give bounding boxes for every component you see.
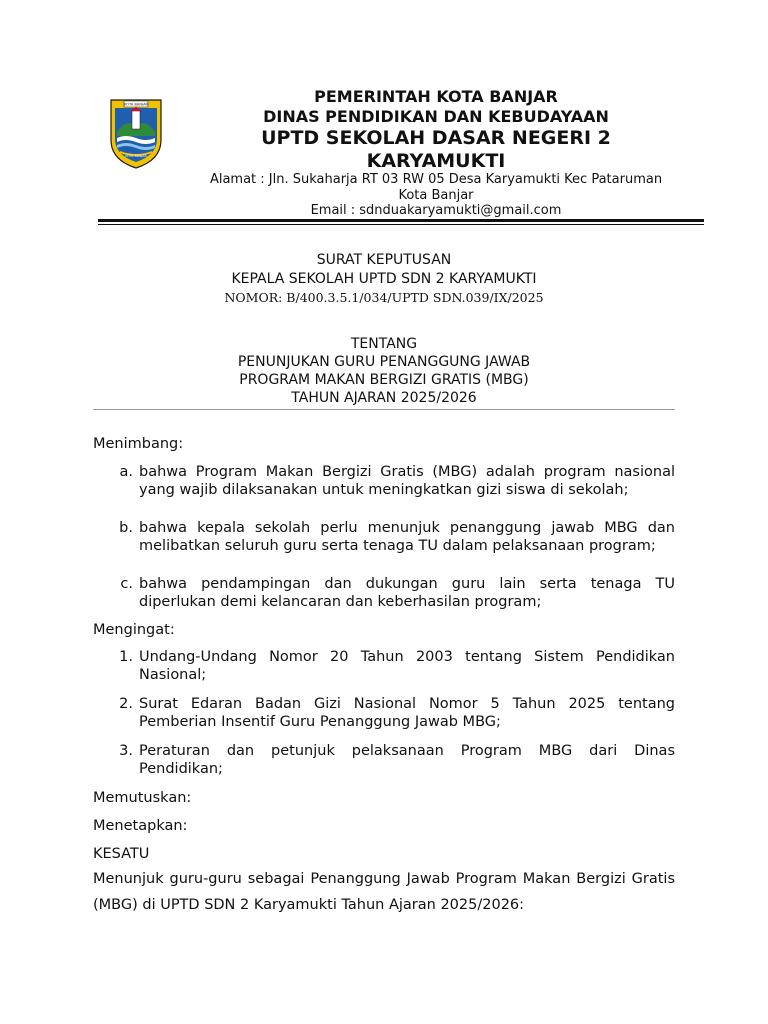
menimbang-heading: Menimbang: bbox=[93, 436, 184, 452]
school-name-line-1: UPTD SEKOLAH DASAR NEGERI 2 bbox=[261, 127, 611, 149]
kota-banjar-emblem-icon bbox=[108, 96, 164, 170]
kesatu-heading: KESATU bbox=[93, 846, 150, 862]
about-label: TENTANG bbox=[350, 336, 418, 352]
list-item-text: Undang-Undang Nomor 20 Tahun 2003 tentang Sistem Pendidikan Nasional; bbox=[139, 649, 675, 683]
list-item-text: Surat Edaran Badan Gizi Nasional Nomor 5 Tahun 2025 tentang Pemberian Insentif Guru Penanggung Jawab MBG; bbox=[139, 696, 675, 730]
list-marker: c. bbox=[120, 576, 133, 592]
subject-line-3: TAHUN AJARAN 2025/2026 bbox=[291, 390, 477, 406]
subject-line-2: PROGRAM MAKAN BERGIZI GRATIS (MBG) bbox=[239, 372, 529, 388]
address-line-2: Kota Banjar bbox=[398, 188, 474, 203]
list-marker: b. bbox=[119, 520, 133, 536]
list-marker: 2. bbox=[119, 696, 133, 712]
logo-bottom-text: KOTA BANJAR bbox=[125, 153, 147, 158]
list-item-text: bahwa kepala sekolah perlu menunjuk penanggung jawab MBG dan melibatkan seluruh guru serta tenaga TU dalam pelaksanaan program; bbox=[139, 520, 675, 554]
list-item-text: bahwa pendampingan dan dukungan guru lain serta tenaga TU diperlukan demi kelancaran dan keberhasilan program; bbox=[139, 576, 675, 610]
address-line-1: Alamat : Jln. Sukaharja RT 03 RW 05 Desa Karyamukti Kec Pataruman bbox=[209, 172, 663, 187]
school-address bbox=[168, 172, 704, 204]
department-name: DINAS PENDIDIKAN DAN KEBUDAYAAN bbox=[263, 107, 609, 126]
mengingat-heading: Mengingat: bbox=[93, 622, 175, 638]
school-email: Email : sdnduakaryamukti@gmail.com bbox=[310, 203, 562, 218]
list-item-text: bahwa Program Makan Bergizi Gratis (MBG) adalah program nasional yang wajib dilaksanakan untuk meningkatkan gizi siswa di sekolah; bbox=[139, 464, 675, 498]
document-number: NOMOR: B/400.3.5.1/034/UPTD SDN.039/IX/2025 bbox=[224, 290, 544, 305]
letterhead-rule-thick bbox=[98, 219, 704, 222]
title-separator bbox=[93, 409, 675, 410]
letterhead-rule-thin bbox=[98, 224, 704, 225]
subject-line-1: PENUNJUKAN GURU PENANGGUNG JAWAB bbox=[237, 354, 531, 370]
list-item-text: Peraturan dan petunjuk pelaksanaan Program MBG dari Dinas Pendidikan; bbox=[139, 743, 675, 777]
menetapkan-heading: Menetapkan: bbox=[93, 818, 188, 834]
government-name: PEMERINTAH KOTA BANJAR bbox=[314, 87, 558, 106]
list-marker: 3. bbox=[119, 743, 133, 759]
kesatu-text: Menunjuk guru-guru sebagai Penanggung Jawab Program Makan Bergizi Gratis (MBG) di UPTD SDN 2 Karyamukti Tahun Ajaran 2025/2026: bbox=[93, 871, 675, 913]
logo-top-text: KOTA BANJAR bbox=[123, 102, 149, 107]
list-marker: 1. bbox=[119, 649, 133, 665]
list-marker: a. bbox=[119, 464, 133, 480]
document-issuer: KEPALA SEKOLAH UPTD SDN 2 KARYAMUKTI bbox=[231, 271, 537, 287]
school-name-line-2: KARYAMUKTI bbox=[366, 150, 506, 172]
school-name bbox=[168, 127, 704, 173]
document-type: SURAT KEPUTUSAN bbox=[316, 252, 452, 268]
memutuskan-heading: Memutuskan: bbox=[93, 790, 192, 806]
